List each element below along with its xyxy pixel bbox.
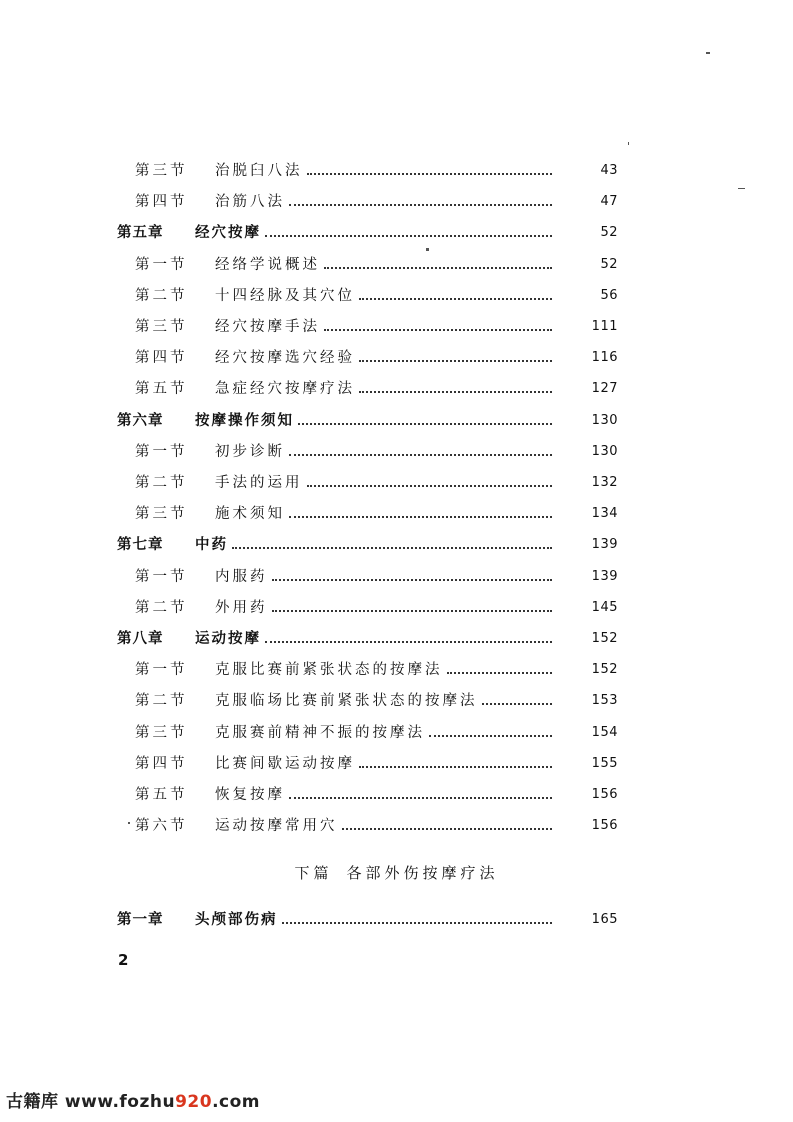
toc-title: 运动按摩 [195,630,261,647]
toc-section-row [0,373,793,397]
dot-leader [359,390,552,393]
toc-title: 内服药 [215,568,268,585]
toc-label: 第四节 [135,350,188,367]
dot-leader [265,234,552,237]
toc-title: 克服临场比赛前紧张状态的按摩法 [215,693,478,710]
toc-page: 156 [591,818,618,834]
toc-label: 第一章 [117,911,164,928]
toc-title: 施术须知 [215,506,285,523]
toc-title: 恢复按摩 [215,787,285,803]
toc-label: 第一节 [135,662,188,679]
dot-leader [289,515,552,518]
toc-page: 52 [600,256,618,272]
toc-label: 第三节 [135,506,188,523]
toc-section-row [0,685,793,709]
toc-page: 139 [591,568,618,584]
dot-leader [272,578,553,581]
toc-page: 154 [591,724,618,740]
toc-title: 经穴按摩选穴经验 [215,350,355,367]
dot-leader [272,609,553,612]
toc-title: 急症经穴按摩疗法 [215,381,355,398]
dot-leader [307,172,553,175]
scan-speck [738,188,745,189]
part-heading [0,862,793,883]
toc-title: 十四经脉及其穴位 [215,287,355,304]
toc-section-row [0,592,793,616]
toc-chapter-row [0,217,793,241]
toc-label: 第三节 [135,163,188,179]
toc-title: 手法的运用 [215,475,303,491]
toc-section-row [0,155,793,179]
toc-page: 156 [591,787,618,802]
toc-section-row [0,498,793,522]
toc-page: 153 [591,693,618,709]
toc-section-row [0,779,793,803]
toc-title: 按摩操作须知 [195,411,294,429]
toc-chapter-row [0,405,793,429]
toc-page: 130 [591,443,618,459]
dot-leader [447,671,553,674]
dot-leader [359,765,552,768]
scan-speck [426,248,429,251]
toc-page: 43 [600,163,618,178]
toc-label: 第六节 [135,818,188,835]
toc-page: 145 [591,599,618,615]
toc-section-row [0,280,793,304]
toc-label: 第一节 [135,443,188,460]
dot-leader [265,640,552,643]
dot-leader [282,921,553,924]
toc-page: 134 [591,506,618,522]
toc-title: 中药 [195,536,228,554]
toc-label: 第四节 [135,755,188,772]
toc-page: 111 [591,319,618,334]
toc-section-row [0,748,793,772]
toc-title: 克服比赛前紧张状态的按摩法 [215,662,443,679]
toc-label: 第二节 [135,475,188,491]
toc-section-row [0,467,793,491]
toc-label: 第四节 [135,194,188,211]
toc-label: 第五节 [135,787,188,803]
dot-leader [289,203,552,206]
toc-section-row [0,810,793,834]
dot-leader [307,484,553,487]
toc-title: 治脱臼八法 [215,163,303,179]
dot-leader [359,297,552,300]
toc-title: 初步诊断 [215,443,285,460]
toc-label: 第三节 [135,319,188,335]
dot-leader [359,359,552,362]
toc-title: 外用药 [215,599,268,616]
toc-label: 第一节 [135,256,188,273]
dot-leader [298,422,552,425]
toc-section-row [0,561,793,585]
toc-label: 第六章 [117,411,164,429]
toc-label: 第三节 [135,724,188,741]
toc-label: 第二节 [135,599,188,616]
watermark [6,1087,260,1112]
scan-speck [628,142,629,145]
toc-page: 52 [600,225,618,241]
toc-section-row [0,717,793,741]
toc-page: 152 [591,631,618,646]
part-label: 下篇 [294,864,333,882]
watermark-digits: 920 [175,1092,213,1112]
toc-page: 155 [591,755,618,771]
toc-section-row [0,654,793,678]
toc-page: 127 [591,381,618,397]
toc-page: 139 [591,537,618,553]
scan-speck [128,822,130,824]
dot-leader [289,796,552,799]
toc-title: 克服赛前精神不振的按摩法 [215,724,425,741]
toc-section-row [0,186,793,210]
toc-page: 152 [591,662,618,678]
toc-label: 第七章 [117,536,164,554]
toc-page: 47 [600,194,618,210]
dot-leader [324,328,552,331]
toc-chapter-row [0,623,793,647]
dot-leader [342,827,553,830]
toc-label: 第五节 [135,381,188,398]
toc-section-row [0,342,793,366]
part-title: 各部外伤按摩疗法 [346,864,499,882]
dot-leader [482,702,553,705]
toc-title: 经穴按摩手法 [215,319,320,335]
toc-chapter-row [0,529,793,553]
toc-section-row [0,249,793,273]
watermark-suffix: .com [212,1092,261,1112]
toc-title: 治筋八法 [215,194,285,211]
toc-title: 经络学说概述 [215,256,320,273]
toc-label: 第八章 [117,630,164,647]
toc-title: 比赛间歇运动按摩 [215,755,355,772]
toc-title: 运动按摩常用穴 [215,818,338,835]
toc-page: 130 [591,412,618,428]
dot-leader [232,546,552,549]
watermark-prefix: 古籍库 www.fozhu [6,1092,176,1112]
toc-label: 第二节 [135,693,188,710]
toc-title: 头颅部伤病 [195,911,278,928]
toc-label: 第一节 [135,568,188,585]
toc-page: 116 [591,350,618,366]
dot-leader [324,266,552,269]
toc-page: 56 [600,287,618,303]
dot-leader [289,453,552,456]
toc-page: 165 [591,912,618,927]
page-number: 2 [118,951,129,969]
toc-section-row [0,436,793,460]
toc-label: 第五章 [117,224,164,242]
toc-label: 第二节 [135,287,188,304]
scan-speck [706,52,710,54]
toc-page: 132 [591,475,618,490]
dot-leader [429,734,552,737]
toc-title: 经穴按摩 [195,224,261,242]
toc-chapter-row [0,904,793,928]
toc-section-row [0,311,793,335]
